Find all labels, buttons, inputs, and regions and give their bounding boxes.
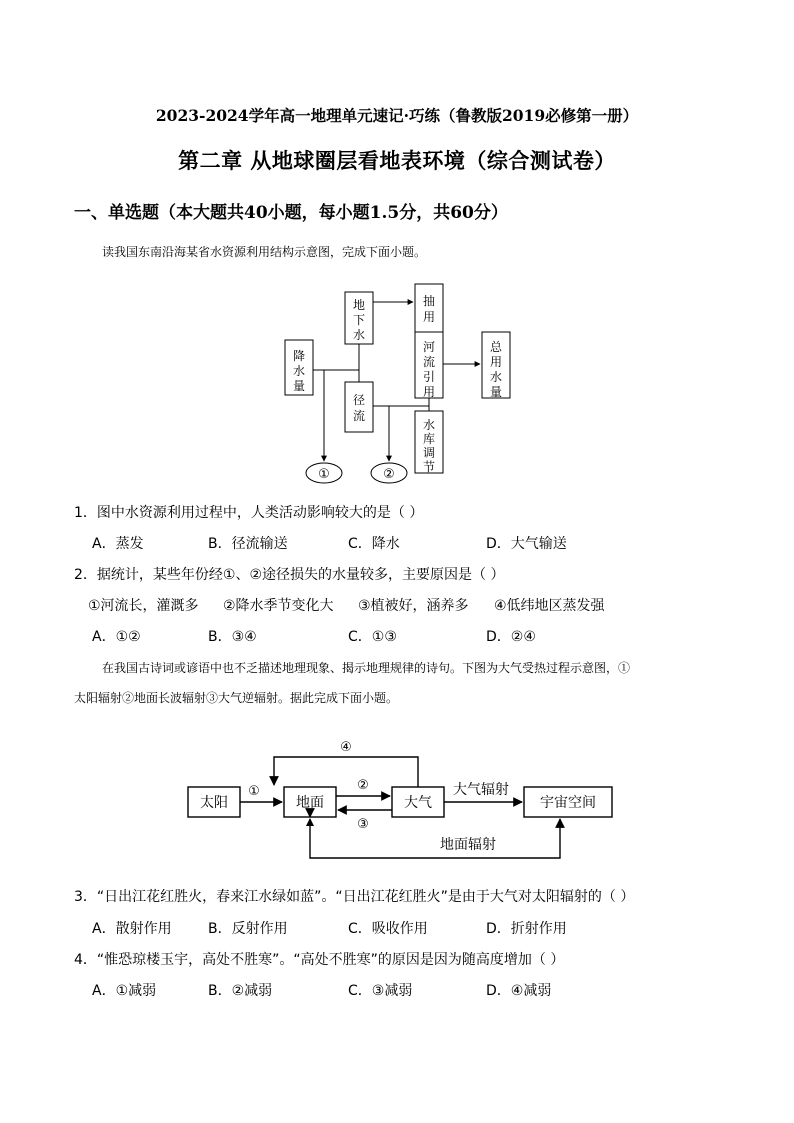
label-total-3: 水 [489, 370, 503, 384]
label-total-2: 用 [489, 355, 503, 369]
label-total-4: 量 [489, 385, 503, 399]
question-1-stem: 1．图中水资源利用过程中，人类活动影响较大的是（ ） [74, 505, 424, 521]
label-precip-3: 量 [292, 379, 306, 393]
q2-option-b[interactable]: B．③④ [208, 629, 257, 645]
q1-option-c[interactable]: C．降水 [348, 536, 400, 552]
atmosphere-heating-diagram [180, 732, 620, 864]
label-ground: 地面 [296, 795, 324, 811]
label-res-4: 节 [422, 460, 436, 474]
question-3-stem: 3．“日出江花红胜火，春来江水绿如蓝”。“日出江花红胜火”是由于大气对太阳辐射的（ ） [74, 889, 635, 905]
circle-2-label: ② [383, 467, 395, 482]
label-gw-2: 下 [352, 313, 366, 327]
label-river-4: 用 [422, 385, 436, 399]
water-resource-diagram [270, 280, 530, 490]
label-res-2: 库 [422, 432, 436, 446]
label-atm-radiation: 大气辐射 [453, 782, 509, 798]
q2-option-c[interactable]: C．①③ [348, 629, 397, 645]
q3-option-b[interactable]: B．反射作用 [208, 921, 288, 937]
intro-text-1: 读我国东南沿海某省水资源利用结构示意图，完成下面小题。 [102, 245, 427, 259]
q1-option-b[interactable]: B．径流输送 [208, 536, 288, 552]
question-2-stem: 2．据统计，某些年份经①、②途径损失的水量较多，主要原因是（ ） [74, 567, 505, 583]
q4-option-c[interactable]: C．③减弱 [348, 983, 413, 999]
q2-statement-4: ④低纬地区蒸发强 [494, 598, 605, 614]
label-precip-2: 水 [292, 364, 306, 378]
label-river-2: 流 [422, 355, 436, 369]
q2-option-d[interactable]: D．②④ [486, 629, 536, 645]
section-heading: 一、单选题（本大题共40小题，每小题1.5分，共60分） [74, 203, 508, 223]
label-gw-1: 地 [352, 298, 366, 312]
label-runoff-1: 径 [352, 393, 366, 407]
question-4-stem: 4．“惟恐琼楼玉宇，高处不胜寒”。“高处不胜寒”的原因是因为随高度增加（ ） [74, 952, 565, 968]
label-n2: ② [357, 778, 369, 793]
q3-option-c[interactable]: C．吸收作用 [348, 921, 428, 937]
circle-1-label: ① [318, 467, 330, 482]
q2-statement-2: ②降水季节变化大 [223, 598, 334, 614]
q2-statement-1: ①河流长，灌溉多 [88, 598, 199, 614]
doc-title: 第二章 从地球圈层看地表环境（综合测试卷） [178, 148, 616, 173]
label-ground-radiation: 地面辐射 [440, 837, 496, 853]
label-n4: ④ [340, 740, 352, 755]
label-precip-1: 降 [292, 349, 306, 363]
label-res-1: 水 [422, 418, 436, 432]
label-runoff-2: 流 [352, 409, 366, 423]
label-gw-3: 水 [352, 328, 366, 342]
q2-statement-3: ③植被好，涵养多 [358, 598, 469, 614]
intro-text-2-line-1: 在我国古诗词或谚语中也不乏描述地理现象、揭示地理规律的诗句。下图为大气受热过程示意图，① [102, 661, 631, 675]
label-space: 宇宙空间 [540, 795, 596, 811]
q4-option-a[interactable]: A．①减弱 [92, 983, 157, 999]
label-n3: ③ [357, 817, 369, 832]
q4-option-b[interactable]: B．②减弱 [208, 983, 273, 999]
label-river-3: 引 [422, 370, 436, 384]
box-pump [415, 284, 443, 332]
label-n1: ① [248, 784, 260, 799]
q3-option-d[interactable]: D．折射作用 [486, 921, 567, 937]
label-total-1: 总 [489, 340, 503, 354]
label-atmosphere: 大气 [404, 795, 432, 811]
label-pump-1: 抽 [422, 294, 436, 308]
label-res-3: 调 [422, 446, 436, 460]
box-runoff [345, 382, 373, 432]
q2-option-a[interactable]: A．①② [92, 629, 141, 645]
q1-option-d[interactable]: D．大气输送 [486, 536, 567, 552]
label-river-1: 河 [422, 340, 436, 354]
q4-option-d[interactable]: D．④减弱 [486, 983, 552, 999]
label-pump-2: 用 [422, 310, 436, 324]
q1-option-a[interactable]: A．蒸发 [92, 536, 144, 552]
doc-subtitle: 2023-2024学年高一地理单元速记·巧练（鲁教版2019必修第一册） [155, 106, 639, 125]
intro-text-2-line-2: 太阳辐射②地面长波辐射③大气逆辐射。据此完成下面小题。 [74, 691, 399, 705]
label-sun: 太阳 [200, 795, 228, 811]
q3-option-a[interactable]: A．散射作用 [92, 921, 172, 937]
